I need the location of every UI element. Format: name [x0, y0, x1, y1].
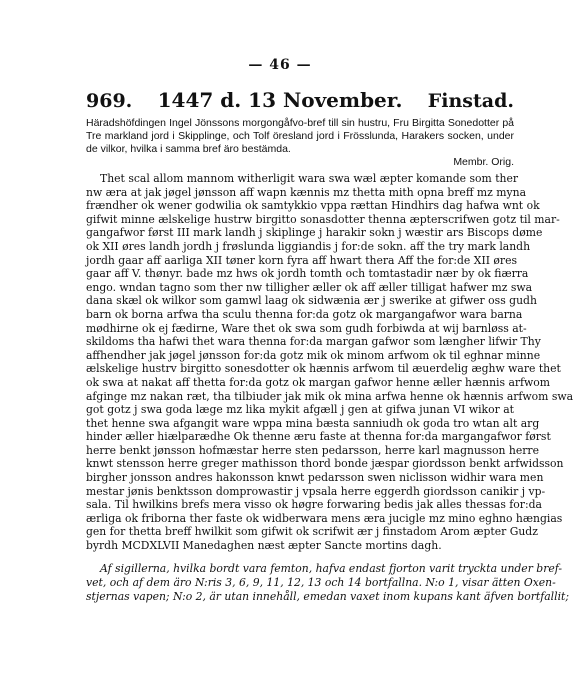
text-line: ok swa at nakat aff thetta for:da gotz ok margan gafwor henne æller hænnis arfwom	[86, 375, 551, 389]
text-line: sala. Til hwilkins brefs mera visso ok høgre forwaring bedis jak alles thessas for:da	[86, 498, 542, 512]
text-line: mødhirne ok ej fædirne, Ware thet ok swa som gudh forbiwda at wij barnløss at-	[86, 321, 527, 335]
document-date: 1447 d. 13 November.	[157, 88, 403, 112]
text-line: afginge mz nakan ræt, tha tilbiuder jak mik ok mina arfwa henne ok hænnis arfwom swa	[86, 389, 573, 403]
text-line: ærliga ok friborna ther faste ok widberwara mens æra jucigle mz mino eghno hængias	[86, 511, 563, 525]
note-line: Af sigillerna, hvilka bordt vara femton, hafva endast fjorton varit tryckta under bref-	[100, 562, 563, 575]
note-line: stjernas vapen; N:o 2, är utan innehåll, emedan vaxet inom kupans kant äfven bortfallit;	[86, 590, 570, 603]
text-line: knwt stensson herre greger mathisson thord bonde jæspar giordsson benkt arfwidsson	[86, 457, 564, 471]
text-line: hinder æller hiælparædhe Ok thenne æru faste at thenna for:da margangafwor først	[86, 430, 551, 444]
page-number: — 46 —	[248, 57, 312, 73]
text-line: affhendher jak jøgel jønsson for:da gotz mik ok minom arfwom ok til eghnar minne	[86, 348, 541, 362]
document-place: Finstad.	[427, 90, 514, 112]
text-line: gangafwor først III mark landh j skiplinge j harakir sokn j wæstir ars Biscops døme	[86, 226, 543, 240]
text-line: mestar jønis benktsson domprowastir j vpsala herre eggerdh giordsson canikir j vp-	[86, 484, 546, 498]
text-line: engo. wndan tagno som ther nw tilligher æller ok aff æller tilligat hafwer mz swa	[86, 280, 533, 294]
text-line: Thet scal allom mannom witherligit wara swa wæl æpter komande som ther	[100, 172, 519, 185]
text-line: birgher jonsson andres hakonsson knwt pedarsson swen niclisson widhir wara men	[86, 471, 544, 485]
text-line: nw æra at jak jøgel jønsson aff wapn kænnis mz thetta mith opna breff mz myna	[86, 185, 527, 199]
text-line: ælskelige hustrv birgitto sonesdotter ok hænnis arfwom til æuerdelig æghw ware thet	[86, 362, 561, 376]
text-line: ok XII øres landh jordh j frøslunda liggiandis j for:de sokn. aff the try mark landh	[86, 239, 531, 253]
text-line: byrdh MCDXLVII Manedaghen næst æpter Sancte mortins dagh.	[86, 539, 442, 553]
seal-note	[86, 562, 570, 604]
document-header	[86, 88, 514, 114]
document-summary: Häradshöfdingen Ingel Jönssons morgongåfvo-bref till sin hustru, Fru Birgitta Sonedotter på Tre markland jord i Skipplinge, och Tolf öresland jord i Frösslunda, Harakers socken, under de vilkor, hvilka i samma bref äro bestämda.	[86, 117, 514, 155]
text-line: thet henne swa afgangit ware wppa mina bæsta sanniudh ok goda tro wtan alt arg	[86, 416, 540, 430]
text-line: skildoms tha hafwi thet wara thenna for:da margan gafwor som længher lifwir Thy	[86, 335, 541, 349]
text-line: gen for thetta breff hwilkit som gifwit ok scrifwit ær j finstadom Arom æpter Gudz	[86, 525, 538, 539]
text-line: got gotz j swa goda læge mz lika mykit afgæll j gen at gifwa junan VI wikor at	[86, 403, 514, 417]
charter-text	[86, 172, 573, 553]
note-line: vet, och af dem äro N:ris 3, 6, 9, 11, 12, 13 och 14 bortfallna. N:o 1, visar ätten Oxen-	[86, 576, 556, 589]
text-line: dana skæl ok wilkor som gamwl laag ok sidwænia ær j swerike at gifwer oss gudh	[86, 294, 537, 308]
text-line: gifwit minne ælskelige hustrw birgitto sonasdotter thenna æpterscrifwen gotz til mar-	[86, 212, 560, 226]
source-reference: Membr. Orig.	[453, 156, 514, 168]
text-line: jordh gaar aff aarliga XII tøner korn fyra aff hwart thera Aff the for:de XII øres	[86, 253, 517, 267]
text-line: frændher ok wener godwilia ok samtykkio vppa rættan Hindhirs dag hafwa wnt ok	[86, 199, 540, 213]
text-line: barn ok borna arfwa tha sculu thenna for:da gotz ok margangafwor wara barna	[86, 307, 523, 321]
text-line: herre benkt jønsson hofmæstar herre sten pedarsson, herre karl magnusson herre	[86, 443, 539, 457]
text-line: gaar aff V. thønyr. bade mz hws ok jordh tomth och tomtastadir nær by ok fiærra	[86, 267, 529, 281]
document-number: 969.	[86, 90, 133, 112]
